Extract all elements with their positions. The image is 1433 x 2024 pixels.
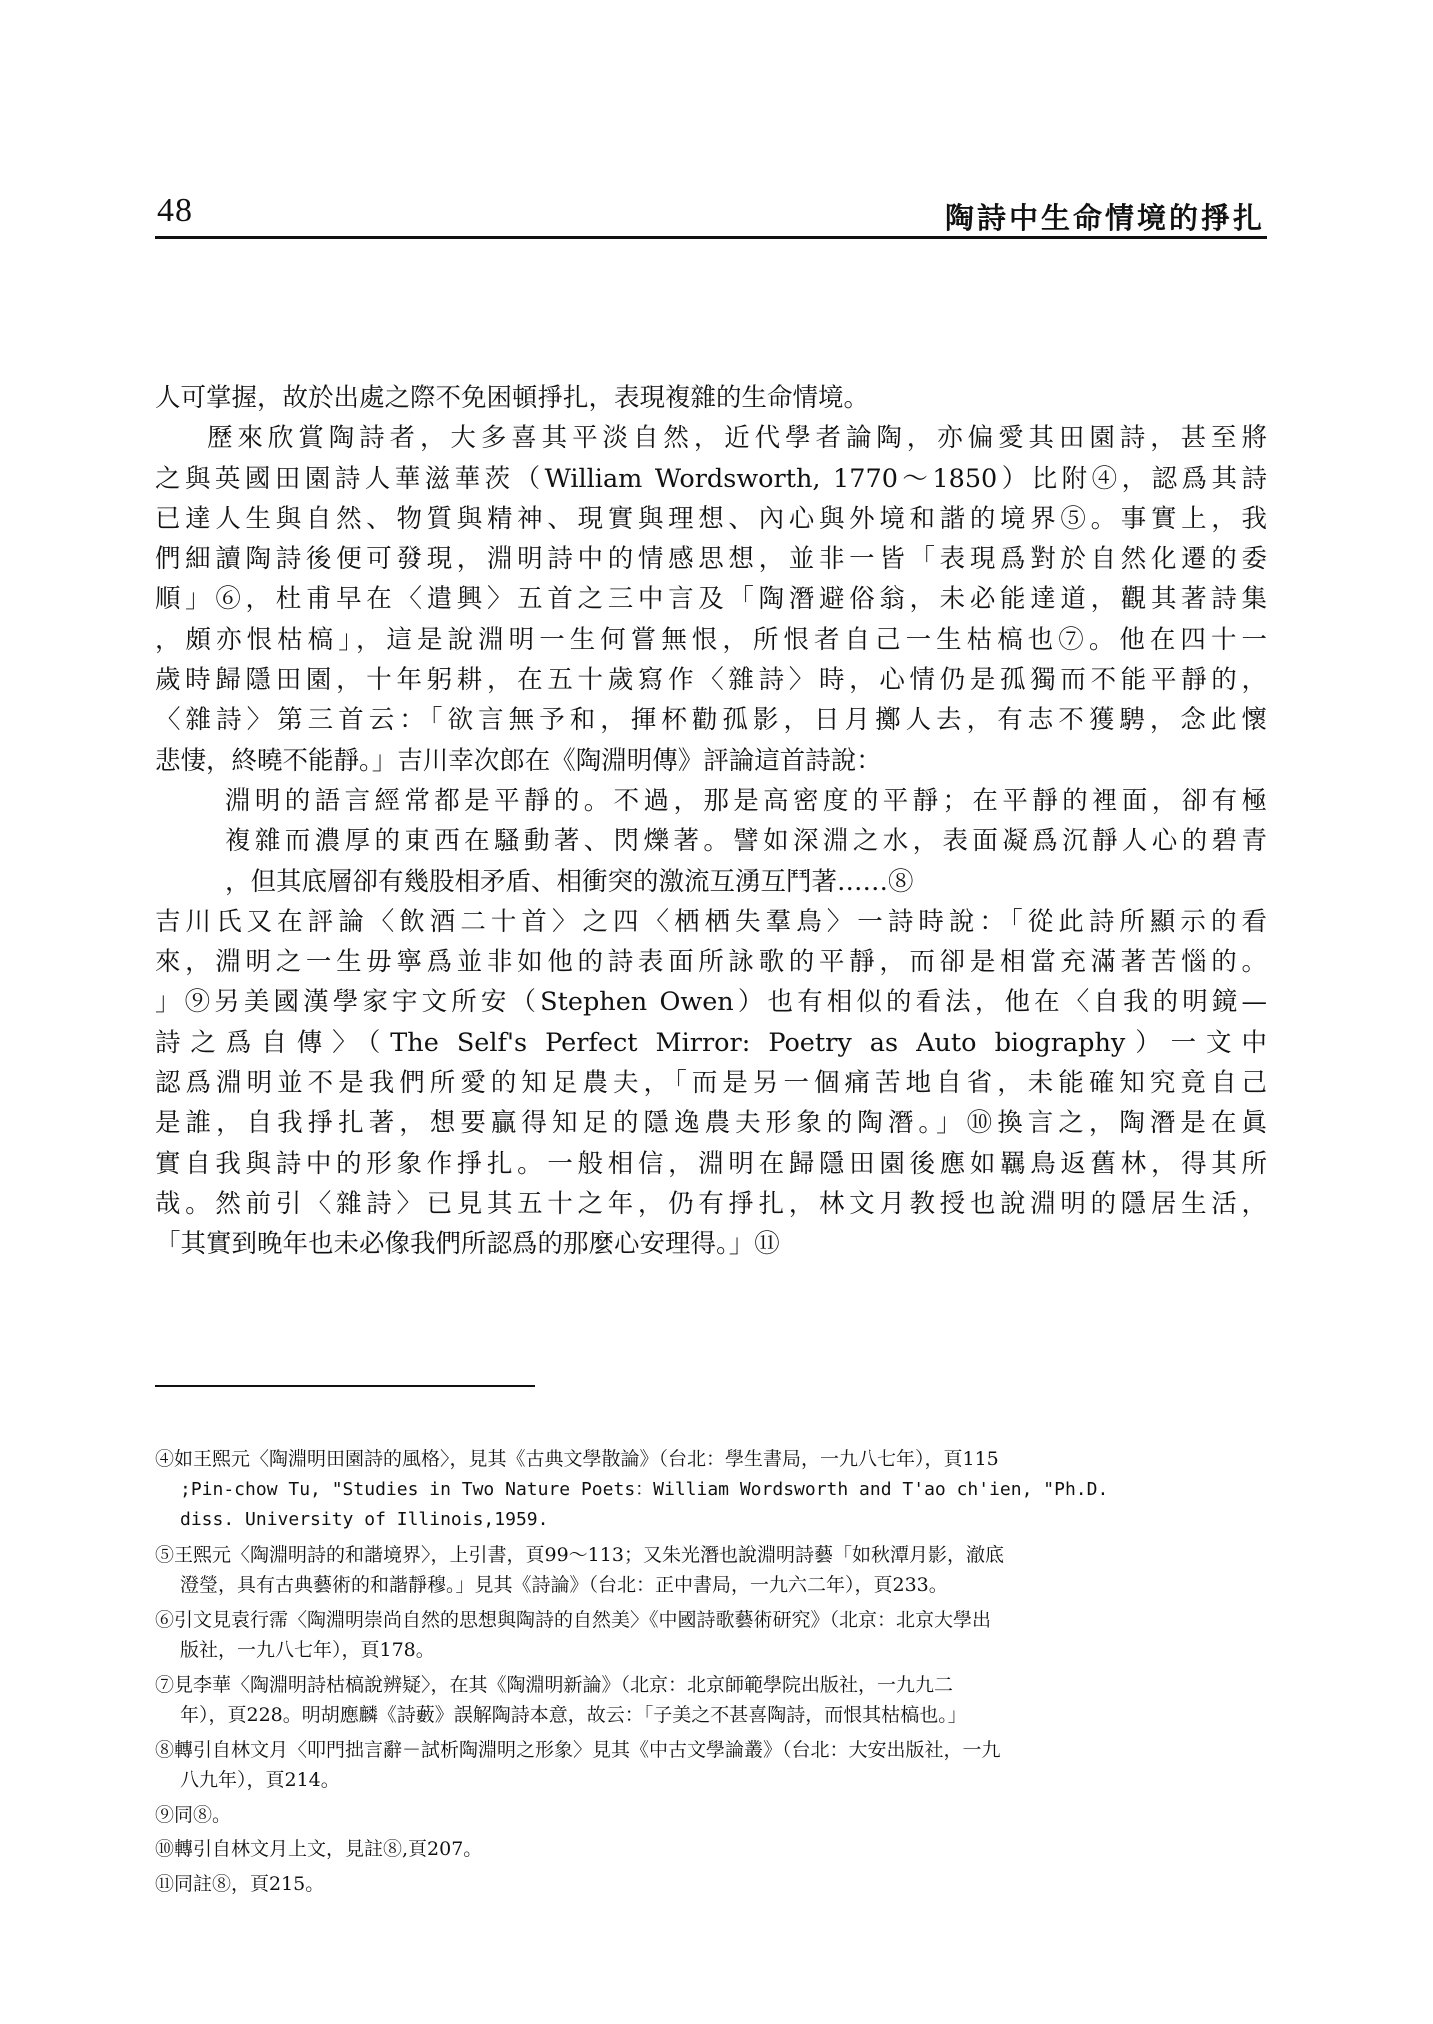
footnote-line: ⑥引文見袁行霈〈陶淵明崇尚自然的思想與陶詩的自然美〉《中國詩歌藝術研究》（北京：北京大學出 (155, 1608, 992, 1631)
footnote-line: 年），頁228。明胡應麟《詩藪》誤解陶詩本意，故云：「子美之不甚喜陶詩，而恨其枯槁也。」 (180, 1704, 967, 1726)
quote-line: ，但其底層卻有幾股相矛盾、相衝突的激流互湧互鬥著……⑧ (225, 866, 914, 897)
footnote-line: ⑪同註⑧，頁215。 (155, 1872, 325, 1895)
footnote-line: ⑦見李華〈陶淵明詩枯槁說辨疑〉，在其《陶淵明新論》（北京：北京師範學院出版社，一九九二 (155, 1673, 954, 1696)
body-line: 「其實到晚年也未必像我們所認爲的那麼心安理得。」⑪ (155, 1229, 780, 1260)
running-title: 陶詩中生命情境的掙扎 (944, 201, 1265, 235)
footnote-9 (155, 1800, 1267, 1831)
quote-line: 淵明的語言經常都是平靜的。不過，那是高密度的平靜；在平靜的裡面，卻有極 (225, 785, 1267, 816)
footnote-rule (155, 1385, 535, 1387)
body-line: 已達人生與自然、物質與精神、現實與理想、內心與外境和諧的境界⑤。事實上，我 (155, 503, 1267, 534)
footnote-6 (155, 1605, 1267, 1666)
body-line: 歲時歸隱田園，十年躬耕，在五十歲寫作〈雜詩〉時，心情仍是孤獨而不能平靜的， (155, 665, 1267, 696)
header-rule (155, 236, 1267, 239)
footnote-line: diss. University of Illinois,1959. (180, 1509, 549, 1530)
body-line: 〈雜詩〉第三首云：「欲言無予和，揮杯勸孤影，日月擲人去，有志不獲騁，念此懷 (155, 705, 1267, 736)
footnote-line: 八九年），頁214。 (180, 1769, 340, 1791)
body-line: 吉川氏又在評論〈飲酒二十首〉之四〈栖栖失羣鳥〉一詩時說：「從此詩所顯示的看 (155, 906, 1267, 937)
body-line: 詩之爲自傳〉（The Self's Perfect Mirror: Poetry as Auto biography）一文中 (155, 1027, 1267, 1058)
footnote-line: ⑩轉引自林文月上文，見註⑧,頁207。 (155, 1838, 483, 1860)
footnote-line: ⑨同⑧。 (155, 1803, 232, 1826)
footnotes (155, 1444, 1267, 1903)
footnote-line: ④如王熙元〈陶淵明田園詩的風格〉，見其《古典文學散論》（台北：學生書局，一九八七年），頁115 (155, 1448, 999, 1470)
body-line: 之與英國田園詩人華滋華茨（William Wordsworth, 1770～1850）比附④，認爲其詩 (155, 463, 1267, 494)
footnote-7 (155, 1670, 1267, 1731)
quote-line: 複雜而濃厚的東西在騷動著、閃爍著。譬如深淵之水，表面凝爲沉靜人心的碧青 (225, 826, 1267, 857)
footnote-11 (155, 1869, 1267, 1900)
body-line: 來，淵明之一生毋寧爲並非如他的詩表面所詠歌的平靜，而卻是相當充滿著苦惱的。 (155, 947, 1267, 978)
block-quote (155, 781, 1267, 902)
footnote-line: ;Pin-chow Tu, "Studies in Two Nature Poets：William Wordsworth and T'ao ch'ien, "Ph.D. (180, 1478, 1109, 1500)
body-line: 們細讀陶詩後便可發現，淵明詩中的情感思想，並非一皆「表現爲對於自然化遷的委 (155, 544, 1267, 575)
body-text (155, 378, 1267, 1265)
footnote-8 (155, 1735, 1267, 1796)
body-line: ，頗亦恨枯槁」，這是說淵明一生何嘗無恨，所恨者自己一生枯槁也⑦。他在四十一 (155, 624, 1267, 655)
body-line: 」⑨另美國漢學家宇文所安（Stephen Owen）也有相似的看法，他在〈自我的明鏡— (155, 987, 1267, 1018)
body-line: 認爲淵明並不是我們所愛的知足農夫，「而是另一個痛苦地自省，未能確知究竟自己 (155, 1068, 1267, 1099)
body-line: 人可掌握，故於出處之際不免困頓掙扎，表現複雜的生命情境。 (155, 383, 870, 413)
body-line: 是誰，自我掙扎著，想要贏得知足的隱逸農夫形象的陶潛。」⑩換言之，陶潛是在眞 (155, 1108, 1267, 1139)
body-line: 歷來欣賞陶詩者，大多喜其平淡自然，近代學者論陶，亦偏愛其田園詩，甚至將 (207, 423, 1267, 454)
footnote-10 (155, 1834, 1267, 1865)
footnote-4 (155, 1444, 1267, 1536)
body-line: 哉。然前引〈雜詩〉已見其五十之年，仍有掙扎，林文月教授也說淵明的隱居生活， (155, 1188, 1267, 1219)
footnote-line: ⑧轉引自林文月〈叩門拙言辭－試析陶淵明之形象〉見其《中古文學論叢》（台北：大安出版社，一九 (155, 1738, 1001, 1761)
footnote-5 (155, 1540, 1267, 1601)
page-number: 48 (157, 192, 193, 229)
footnote-line: ⑤王熙元〈陶淵明詩的和諧境界〉，上引書，頁99～113；又朱光潛也說淵明詩藝「如秋潭月影，澈底 (155, 1543, 1004, 1566)
footnote-line: 澄瑩，具有古典藝術的和諧靜穆。」見其《詩論》（台北：正中書局，一九六二年），頁233。 (180, 1574, 948, 1596)
body-line: 悲悽，終曉不能靜。」吉川幸次郎在《陶淵明傳》評論這首詩說： (155, 745, 882, 776)
body-line: 實自我與詩中的形象作掙扎。一般相信，淵明在歸隱田園後應如羈鳥返舊林，得其所 (155, 1148, 1267, 1179)
body-line: 順」⑥，杜甫早在〈遣興〉五首之三中言及「陶潛避俗翁，未必能達道，觀其著詩集 (155, 584, 1267, 615)
footnote-line: 版社，一九八七年），頁178。 (180, 1639, 435, 1661)
